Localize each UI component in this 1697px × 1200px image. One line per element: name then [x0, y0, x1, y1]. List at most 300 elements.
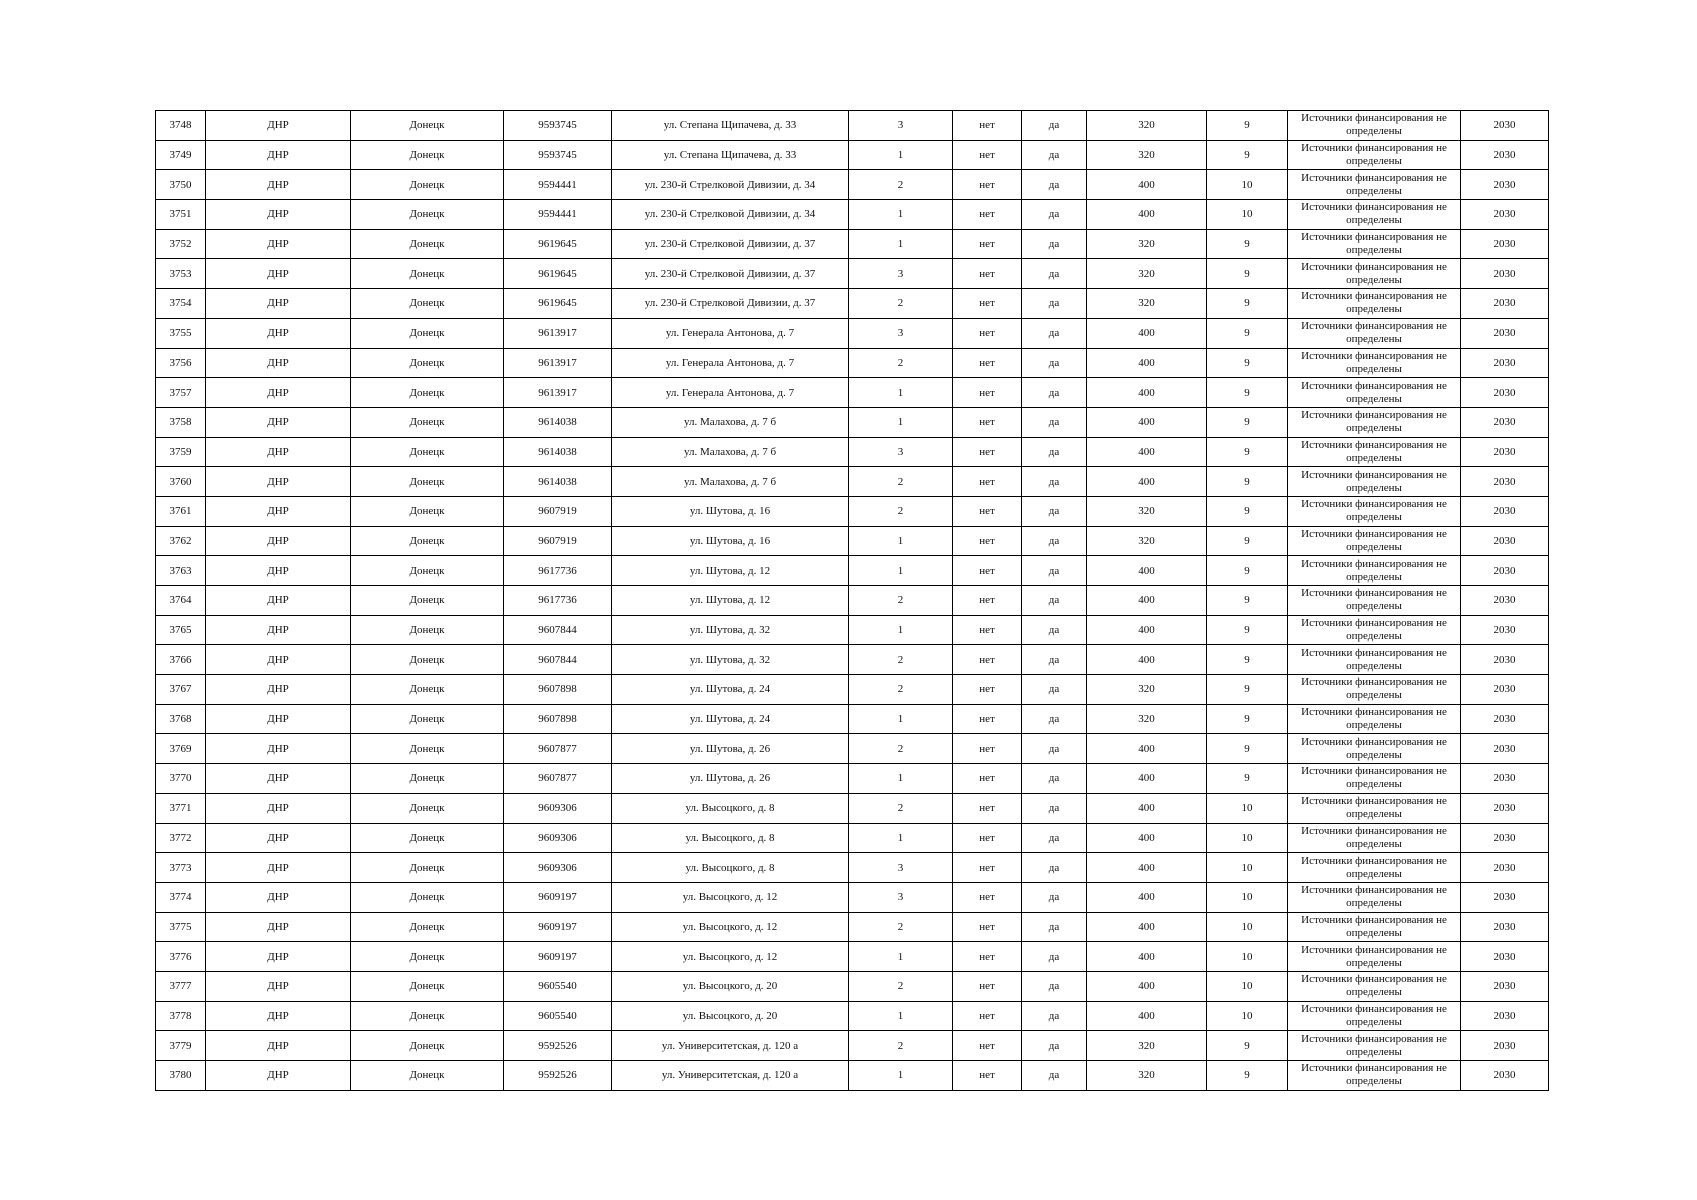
funding-source-cell: Источники финансирования не определены	[1288, 645, 1461, 675]
row-number-cell: 3758	[156, 407, 206, 437]
funding-source-cell: Источники финансирования не определены	[1288, 229, 1461, 259]
object-id-cell: 9617736	[504, 586, 612, 616]
address-cell: ул. 230-й Стрелковой Дивизии, д. 34	[612, 170, 849, 200]
entrance-count-cell: 2	[849, 348, 953, 378]
region-cell: ДНР	[206, 882, 351, 912]
floors-cell: 10	[1207, 170, 1288, 200]
flag-b-cell: да	[1022, 764, 1087, 794]
funding-source-cell: Источники финансирования не определены	[1288, 407, 1461, 437]
table-row	[156, 675, 1549, 705]
flag-a-cell: нет	[953, 1031, 1022, 1061]
object-id-cell: 9617736	[504, 556, 612, 586]
address-cell: ул. Малахова, д. 7 б	[612, 467, 849, 497]
floors-cell: 9	[1207, 259, 1288, 289]
funding-source-cell: Источники финансирования не определены	[1288, 793, 1461, 823]
row-number-cell: 3763	[156, 556, 206, 586]
city-cell: Донецк	[351, 1061, 504, 1091]
flag-a-cell: нет	[953, 229, 1022, 259]
address-cell: ул. Шутова, д. 12	[612, 586, 849, 616]
region-cell: ДНР	[206, 675, 351, 705]
city-cell: Донецк	[351, 704, 504, 734]
row-number-cell: 3755	[156, 318, 206, 348]
flag-b-cell: да	[1022, 853, 1087, 883]
entrance-count-cell: 2	[849, 170, 953, 200]
address-cell: ул. Высоцкого, д. 12	[612, 912, 849, 942]
city-cell: Донецк	[351, 971, 504, 1001]
entrance-count-cell: 2	[849, 912, 953, 942]
floors-cell: 9	[1207, 586, 1288, 616]
region-cell: ДНР	[206, 437, 351, 467]
year-cell: 2030	[1461, 229, 1549, 259]
year-cell: 2030	[1461, 615, 1549, 645]
row-number-cell: 3770	[156, 764, 206, 794]
flag-b-cell: да	[1022, 971, 1087, 1001]
floors-cell: 9	[1207, 764, 1288, 794]
flag-b-cell: да	[1022, 1001, 1087, 1031]
object-id-cell: 9607844	[504, 645, 612, 675]
entrance-count-cell: 2	[849, 645, 953, 675]
floors-cell: 9	[1207, 1061, 1288, 1091]
object-id-cell: 9607877	[504, 764, 612, 794]
flag-a-cell: нет	[953, 111, 1022, 141]
region-cell: ДНР	[206, 348, 351, 378]
region-cell: ДНР	[206, 318, 351, 348]
capacity-cell: 400	[1087, 912, 1207, 942]
flag-a-cell: нет	[953, 793, 1022, 823]
flag-a-cell: нет	[953, 615, 1022, 645]
floors-cell: 9	[1207, 348, 1288, 378]
address-cell: ул. Шутова, д. 26	[612, 764, 849, 794]
city-cell: Донецк	[351, 289, 504, 319]
region-cell: ДНР	[206, 407, 351, 437]
region-cell: ДНР	[206, 378, 351, 408]
floors-cell: 9	[1207, 675, 1288, 705]
table-row	[156, 259, 1549, 289]
object-id-cell: 9607844	[504, 615, 612, 645]
object-id-cell: 9607898	[504, 675, 612, 705]
floors-cell: 10	[1207, 200, 1288, 230]
funding-source-cell: Источники финансирования не определены	[1288, 882, 1461, 912]
year-cell: 2030	[1461, 259, 1549, 289]
capacity-cell: 400	[1087, 170, 1207, 200]
object-id-cell: 9609197	[504, 882, 612, 912]
table-row	[156, 1061, 1549, 1091]
row-number-cell: 3776	[156, 942, 206, 972]
flag-a-cell: нет	[953, 496, 1022, 526]
capacity-cell: 320	[1087, 704, 1207, 734]
row-number-cell: 3761	[156, 496, 206, 526]
row-number-cell: 3759	[156, 437, 206, 467]
floors-cell: 9	[1207, 496, 1288, 526]
flag-a-cell: нет	[953, 734, 1022, 764]
entrance-count-cell: 2	[849, 289, 953, 319]
region-cell: ДНР	[206, 645, 351, 675]
capacity-cell: 320	[1087, 259, 1207, 289]
year-cell: 2030	[1461, 437, 1549, 467]
flag-a-cell: нет	[953, 140, 1022, 170]
address-cell: ул. Генерала Антонова, д. 7	[612, 348, 849, 378]
flag-a-cell: нет	[953, 704, 1022, 734]
row-number-cell: 3780	[156, 1061, 206, 1091]
flag-a-cell: нет	[953, 1061, 1022, 1091]
year-cell: 2030	[1461, 318, 1549, 348]
row-number-cell: 3773	[156, 853, 206, 883]
flag-a-cell: нет	[953, 259, 1022, 289]
city-cell: Донецк	[351, 170, 504, 200]
flag-b-cell: да	[1022, 912, 1087, 942]
table-row	[156, 200, 1549, 230]
table-row	[156, 971, 1549, 1001]
flag-b-cell: да	[1022, 200, 1087, 230]
entrance-count-cell: 3	[849, 882, 953, 912]
funding-source-cell: Источники финансирования не определены	[1288, 1061, 1461, 1091]
row-number-cell: 3751	[156, 200, 206, 230]
address-cell: ул. Шутова, д. 32	[612, 615, 849, 645]
floors-cell: 9	[1207, 615, 1288, 645]
region-cell: ДНР	[206, 140, 351, 170]
row-number-cell: 3756	[156, 348, 206, 378]
object-id-cell: 9613917	[504, 318, 612, 348]
flag-a-cell: нет	[953, 348, 1022, 378]
city-cell: Донецк	[351, 467, 504, 497]
entrance-count-cell: 1	[849, 140, 953, 170]
year-cell: 2030	[1461, 793, 1549, 823]
flag-a-cell: нет	[953, 318, 1022, 348]
year-cell: 2030	[1461, 170, 1549, 200]
flag-b-cell: да	[1022, 140, 1087, 170]
address-cell: ул. Высоцкого, д. 12	[612, 942, 849, 972]
entrance-count-cell: 1	[849, 764, 953, 794]
object-id-cell: 9613917	[504, 378, 612, 408]
entrance-count-cell: 1	[849, 615, 953, 645]
entrance-count-cell: 2	[849, 675, 953, 705]
region-cell: ДНР	[206, 823, 351, 853]
funding-source-cell: Источники финансирования не определены	[1288, 823, 1461, 853]
row-number-cell: 3749	[156, 140, 206, 170]
city-cell: Донецк	[351, 912, 504, 942]
flag-b-cell: да	[1022, 675, 1087, 705]
capacity-cell: 320	[1087, 496, 1207, 526]
table-row	[156, 1031, 1549, 1061]
address-cell: ул. Малахова, д. 7 б	[612, 407, 849, 437]
region-cell: ДНР	[206, 496, 351, 526]
flag-a-cell: нет	[953, 586, 1022, 616]
flag-a-cell: нет	[953, 437, 1022, 467]
address-cell: ул. Шутова, д. 16	[612, 496, 849, 526]
object-id-cell: 9619645	[504, 259, 612, 289]
table-body	[156, 111, 1549, 1091]
floors-cell: 9	[1207, 437, 1288, 467]
region-cell: ДНР	[206, 467, 351, 497]
data-table	[155, 110, 1549, 1091]
address-cell: ул. Шутова, д. 24	[612, 704, 849, 734]
city-cell: Донецк	[351, 1001, 504, 1031]
year-cell: 2030	[1461, 496, 1549, 526]
table-row	[156, 229, 1549, 259]
table-row	[156, 942, 1549, 972]
entrance-count-cell: 3	[849, 318, 953, 348]
flag-a-cell: нет	[953, 526, 1022, 556]
row-number-cell: 3772	[156, 823, 206, 853]
region-cell: ДНР	[206, 793, 351, 823]
funding-source-cell: Источники финансирования не определены	[1288, 764, 1461, 794]
table-row	[156, 467, 1549, 497]
row-number-cell: 3748	[156, 111, 206, 141]
flag-b-cell: да	[1022, 229, 1087, 259]
funding-source-cell: Источники финансирования не определены	[1288, 912, 1461, 942]
flag-b-cell: да	[1022, 823, 1087, 853]
funding-source-cell: Источники финансирования не определены	[1288, 496, 1461, 526]
floors-cell: 10	[1207, 823, 1288, 853]
capacity-cell: 400	[1087, 615, 1207, 645]
year-cell: 2030	[1461, 407, 1549, 437]
address-cell: ул. Шутова, д. 12	[612, 556, 849, 586]
flag-b-cell: да	[1022, 942, 1087, 972]
row-number-cell: 3764	[156, 586, 206, 616]
year-cell: 2030	[1461, 734, 1549, 764]
funding-source-cell: Источники финансирования не определены	[1288, 1001, 1461, 1031]
city-cell: Донецк	[351, 764, 504, 794]
city-cell: Донецк	[351, 526, 504, 556]
funding-source-cell: Источники финансирования не определены	[1288, 200, 1461, 230]
row-number-cell: 3766	[156, 645, 206, 675]
flag-a-cell: нет	[953, 645, 1022, 675]
object-id-cell: 9607919	[504, 526, 612, 556]
floors-cell: 10	[1207, 971, 1288, 1001]
capacity-cell: 400	[1087, 437, 1207, 467]
flag-a-cell: нет	[953, 971, 1022, 1001]
address-cell: ул. Шутова, д. 16	[612, 526, 849, 556]
region-cell: ДНР	[206, 1031, 351, 1061]
floors-cell: 10	[1207, 912, 1288, 942]
region-cell: ДНР	[206, 526, 351, 556]
year-cell: 2030	[1461, 586, 1549, 616]
entrance-count-cell: 1	[849, 200, 953, 230]
table-row	[156, 882, 1549, 912]
city-cell: Донецк	[351, 556, 504, 586]
row-number-cell: 3765	[156, 615, 206, 645]
floors-cell: 9	[1207, 1031, 1288, 1061]
address-cell: ул. Малахова, д. 7 б	[612, 437, 849, 467]
flag-a-cell: нет	[953, 1001, 1022, 1031]
capacity-cell: 400	[1087, 764, 1207, 794]
table-row	[156, 140, 1549, 170]
object-id-cell: 9614038	[504, 437, 612, 467]
funding-source-cell: Источники финансирования не определены	[1288, 942, 1461, 972]
row-number-cell: 3769	[156, 734, 206, 764]
table-row	[156, 407, 1549, 437]
object-id-cell: 9605540	[504, 1001, 612, 1031]
flag-a-cell: нет	[953, 289, 1022, 319]
flag-a-cell: нет	[953, 556, 1022, 586]
city-cell: Донецк	[351, 111, 504, 141]
address-cell: ул. Генерала Антонова, д. 7	[612, 378, 849, 408]
capacity-cell: 320	[1087, 229, 1207, 259]
city-cell: Донецк	[351, 586, 504, 616]
row-number-cell: 3760	[156, 467, 206, 497]
flag-b-cell: да	[1022, 170, 1087, 200]
funding-source-cell: Источники финансирования не определены	[1288, 734, 1461, 764]
address-cell: ул. Высоцкого, д. 20	[612, 971, 849, 1001]
capacity-cell: 320	[1087, 289, 1207, 319]
city-cell: Донецк	[351, 259, 504, 289]
funding-source-cell: Источники финансирования не определены	[1288, 259, 1461, 289]
funding-source-cell: Источники финансирования не определены	[1288, 289, 1461, 319]
entrance-count-cell: 2	[849, 496, 953, 526]
table-row	[156, 764, 1549, 794]
entrance-count-cell: 3	[849, 437, 953, 467]
address-cell: ул. 230-й Стрелковой Дивизии, д. 37	[612, 289, 849, 319]
flag-a-cell: нет	[953, 200, 1022, 230]
region-cell: ДНР	[206, 259, 351, 289]
capacity-cell: 400	[1087, 882, 1207, 912]
entrance-count-cell: 3	[849, 853, 953, 883]
flag-b-cell: да	[1022, 289, 1087, 319]
entrance-count-cell: 3	[849, 259, 953, 289]
region-cell: ДНР	[206, 764, 351, 794]
flag-a-cell: нет	[953, 378, 1022, 408]
floors-cell: 9	[1207, 140, 1288, 170]
table-row	[156, 793, 1549, 823]
floors-cell: 9	[1207, 318, 1288, 348]
flag-b-cell: да	[1022, 259, 1087, 289]
city-cell: Донецк	[351, 853, 504, 883]
object-id-cell: 9614038	[504, 467, 612, 497]
year-cell: 2030	[1461, 289, 1549, 319]
table-row	[156, 912, 1549, 942]
table-row	[156, 348, 1549, 378]
city-cell: Донецк	[351, 437, 504, 467]
address-cell: ул. Высоцкого, д. 12	[612, 882, 849, 912]
funding-source-cell: Источники финансирования не определены	[1288, 675, 1461, 705]
capacity-cell: 320	[1087, 675, 1207, 705]
year-cell: 2030	[1461, 1031, 1549, 1061]
floors-cell: 9	[1207, 556, 1288, 586]
city-cell: Донецк	[351, 793, 504, 823]
entrance-count-cell: 1	[849, 526, 953, 556]
table-row	[156, 378, 1549, 408]
object-id-cell: 9592526	[504, 1061, 612, 1091]
region-cell: ДНР	[206, 971, 351, 1001]
address-cell: ул. Шутова, д. 26	[612, 734, 849, 764]
capacity-cell: 400	[1087, 467, 1207, 497]
funding-source-cell: Источники финансирования не определены	[1288, 704, 1461, 734]
city-cell: Донецк	[351, 200, 504, 230]
object-id-cell: 9613917	[504, 348, 612, 378]
flag-b-cell: да	[1022, 586, 1087, 616]
row-number-cell: 3777	[156, 971, 206, 1001]
row-number-cell: 3750	[156, 170, 206, 200]
entrance-count-cell: 1	[849, 704, 953, 734]
flag-b-cell: да	[1022, 645, 1087, 675]
city-cell: Донецк	[351, 675, 504, 705]
funding-source-cell: Источники финансирования не определены	[1288, 378, 1461, 408]
capacity-cell: 400	[1087, 378, 1207, 408]
object-id-cell: 9619645	[504, 229, 612, 259]
city-cell: Донецк	[351, 645, 504, 675]
address-cell: ул. Университетская, д. 120 а	[612, 1031, 849, 1061]
table-row	[156, 289, 1549, 319]
table-row	[156, 615, 1549, 645]
capacity-cell: 400	[1087, 734, 1207, 764]
flag-a-cell: нет	[953, 853, 1022, 883]
row-number-cell: 3775	[156, 912, 206, 942]
year-cell: 2030	[1461, 823, 1549, 853]
address-cell: ул. 230-й Стрелковой Дивизии, д. 37	[612, 229, 849, 259]
flag-b-cell: да	[1022, 793, 1087, 823]
capacity-cell: 400	[1087, 586, 1207, 616]
object-id-cell: 9607877	[504, 734, 612, 764]
city-cell: Донецк	[351, 942, 504, 972]
table-row	[156, 853, 1549, 883]
capacity-cell: 400	[1087, 556, 1207, 586]
region-cell: ДНР	[206, 289, 351, 319]
funding-source-cell: Источники финансирования не определены	[1288, 318, 1461, 348]
entrance-count-cell: 2	[849, 734, 953, 764]
city-cell: Донецк	[351, 140, 504, 170]
year-cell: 2030	[1461, 140, 1549, 170]
table-row	[156, 734, 1549, 764]
table-row	[156, 586, 1549, 616]
table-row	[156, 526, 1549, 556]
year-cell: 2030	[1461, 942, 1549, 972]
entrance-count-cell: 2	[849, 586, 953, 616]
capacity-cell: 400	[1087, 1001, 1207, 1031]
flag-b-cell: да	[1022, 318, 1087, 348]
floors-cell: 9	[1207, 289, 1288, 319]
object-id-cell: 9609306	[504, 793, 612, 823]
floors-cell: 9	[1207, 229, 1288, 259]
city-cell: Донецк	[351, 1031, 504, 1061]
city-cell: Донецк	[351, 318, 504, 348]
object-id-cell: 9614038	[504, 407, 612, 437]
capacity-cell: 400	[1087, 853, 1207, 883]
object-id-cell: 9605540	[504, 971, 612, 1001]
region-cell: ДНР	[206, 912, 351, 942]
row-number-cell: 3752	[156, 229, 206, 259]
floors-cell: 9	[1207, 734, 1288, 764]
funding-source-cell: Источники финансирования не определены	[1288, 437, 1461, 467]
flag-b-cell: да	[1022, 734, 1087, 764]
object-id-cell: 9594441	[504, 170, 612, 200]
region-cell: ДНР	[206, 586, 351, 616]
flag-b-cell: да	[1022, 496, 1087, 526]
floors-cell: 9	[1207, 645, 1288, 675]
entrance-count-cell: 1	[849, 1061, 953, 1091]
region-cell: ДНР	[206, 1001, 351, 1031]
address-cell: ул. Шутова, д. 24	[612, 675, 849, 705]
floors-cell: 10	[1207, 1001, 1288, 1031]
address-cell: ул. Высоцкого, д. 8	[612, 793, 849, 823]
row-number-cell: 3754	[156, 289, 206, 319]
entrance-count-cell: 2	[849, 793, 953, 823]
capacity-cell: 400	[1087, 318, 1207, 348]
flag-a-cell: нет	[953, 882, 1022, 912]
funding-source-cell: Источники финансирования не определены	[1288, 348, 1461, 378]
funding-source-cell: Источники финансирования не определены	[1288, 971, 1461, 1001]
entrance-count-cell: 1	[849, 229, 953, 259]
year-cell: 2030	[1461, 645, 1549, 675]
funding-source-cell: Источники финансирования не определены	[1288, 1031, 1461, 1061]
floors-cell: 9	[1207, 378, 1288, 408]
address-cell: ул. Высоцкого, д. 20	[612, 1001, 849, 1031]
region-cell: ДНР	[206, 1061, 351, 1091]
floors-cell: 9	[1207, 407, 1288, 437]
object-id-cell: 9607919	[504, 496, 612, 526]
capacity-cell: 400	[1087, 823, 1207, 853]
region-cell: ДНР	[206, 615, 351, 645]
entrance-count-cell: 2	[849, 1031, 953, 1061]
